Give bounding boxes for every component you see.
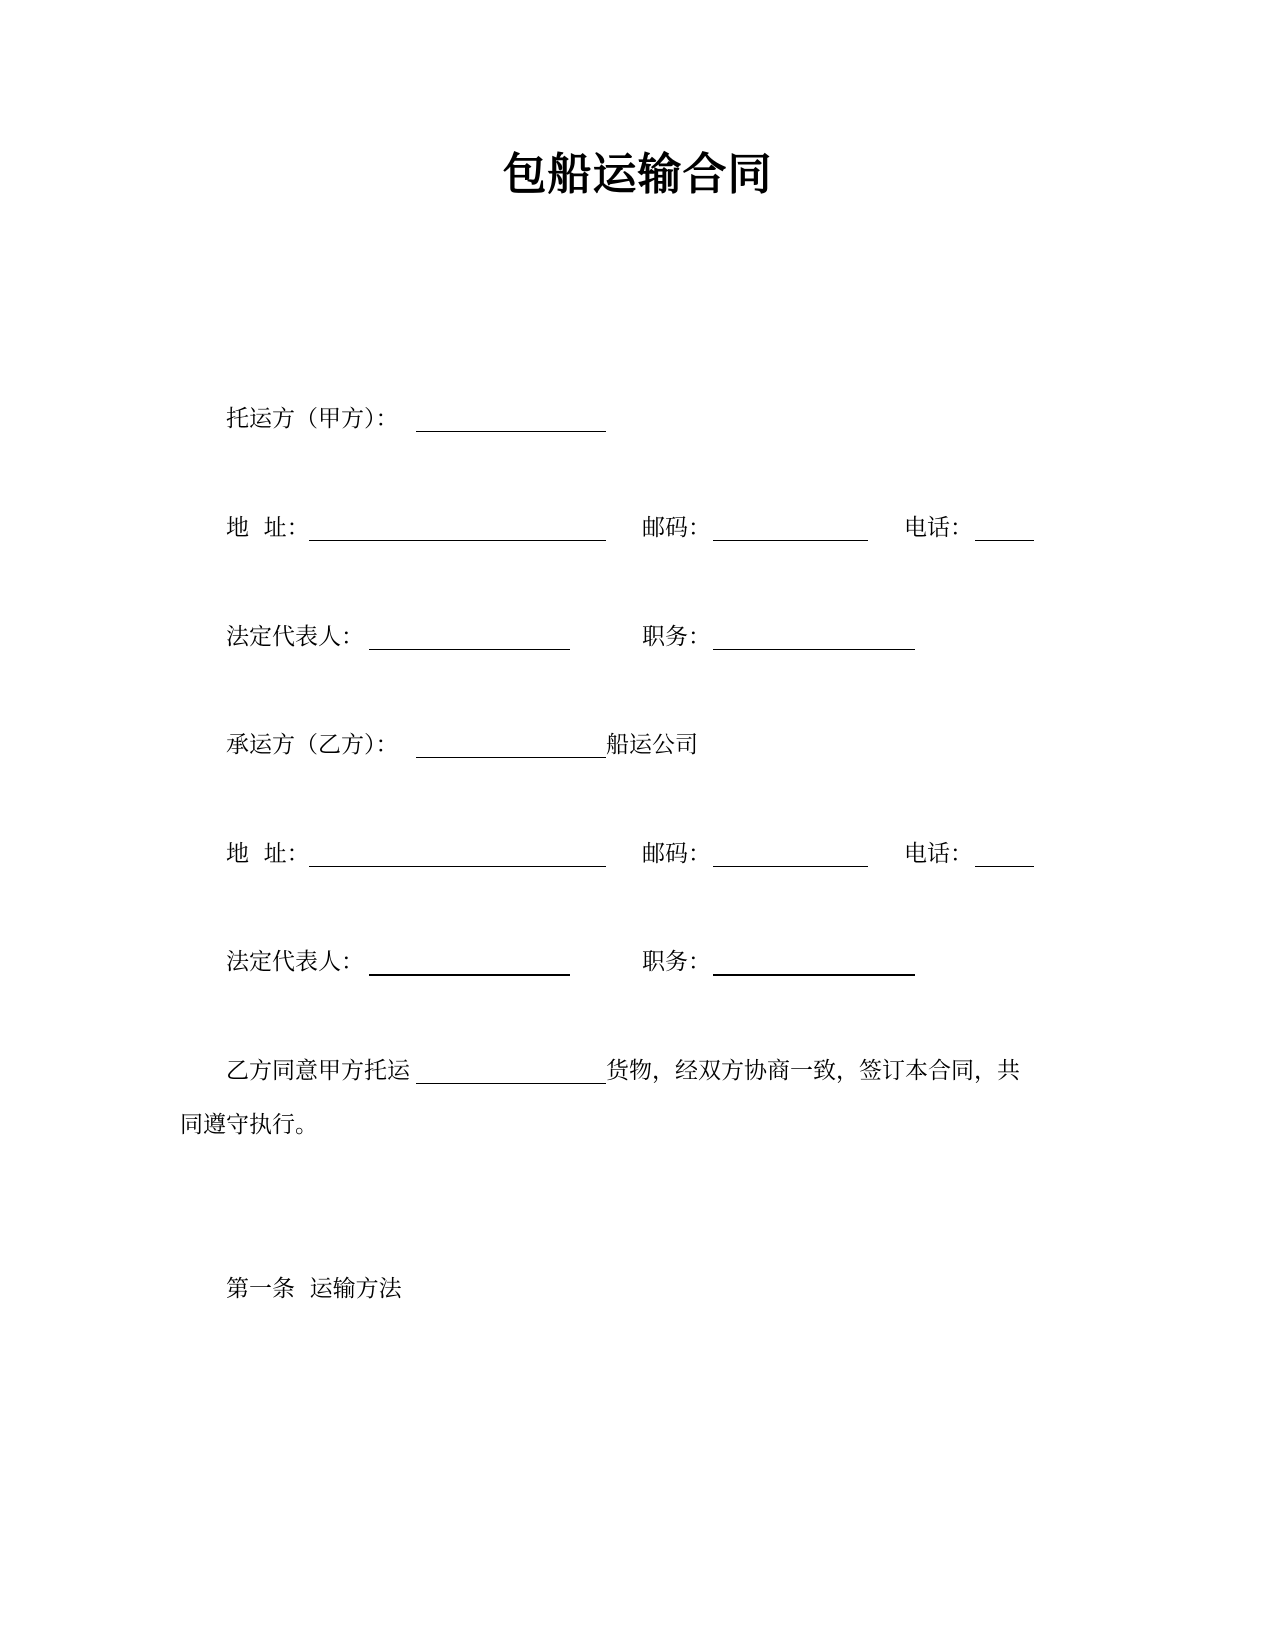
party-b-phone-blank[interactable] — [975, 866, 1034, 867]
party-b-postcode-label: 邮码： — [642, 841, 711, 867]
party-b-legal-rep-row — [0, 947, 1275, 977]
party-b-legal-rep-label: 法定代表人： — [226, 949, 364, 975]
party-a-phone-label: 电话： — [904, 515, 973, 541]
party-b-heading-row — [0, 730, 1275, 760]
party-b-position-blank[interactable] — [713, 974, 915, 976]
party-a-position-label: 职务： — [642, 624, 711, 650]
party-b-address-blank[interactable] — [309, 866, 606, 867]
party-b-heading-suffix: 船运公司 — [606, 732, 698, 758]
party-b-heading-label: 承运方（乙方）： — [226, 732, 399, 758]
article-1-heading: 第一条 运输方法 — [226, 1276, 402, 1302]
party-b-address-label: 地 址： — [226, 841, 310, 867]
party-a-postcode-blank[interactable] — [713, 540, 868, 541]
party-a-postcode-label: 邮码： — [642, 515, 711, 541]
document-title: 包船运输合同 — [502, 149, 773, 200]
party-b-postcode-blank[interactable] — [713, 866, 868, 867]
agreement-part-2: 货物，经双方协商一致，签订本合同，共 — [606, 1058, 1020, 1084]
party-a-address-row — [0, 513, 1275, 543]
party-a-legal-rep-label: 法定代表人： — [226, 624, 364, 650]
agreement-line-1 — [0, 1056, 1275, 1086]
party-a-name-blank[interactable] — [416, 431, 606, 432]
party-a-heading-row — [0, 404, 1275, 434]
party-a-legal-rep-blank[interactable] — [369, 649, 570, 650]
party-a-phone-blank[interactable] — [975, 540, 1034, 541]
party-b-address-row — [0, 839, 1275, 869]
party-b-phone-label: 电话： — [904, 841, 973, 867]
party-a-address-blank[interactable] — [309, 540, 606, 541]
party-a-legal-rep-row — [0, 622, 1275, 652]
party-b-name-blank[interactable] — [416, 757, 606, 758]
agreement-part-1: 乙方同意甲方托运 — [226, 1058, 410, 1084]
party-a-address-label: 地 址： — [226, 515, 310, 541]
agreement-line-2: 同遵守执行。 — [180, 1112, 318, 1138]
cargo-blank[interactable] — [416, 1083, 606, 1084]
party-b-position-label: 职务： — [642, 949, 711, 975]
party-a-position-blank[interactable] — [713, 649, 915, 650]
party-b-legal-rep-blank[interactable] — [369, 974, 570, 976]
party-a-heading-label: 托运方（甲方）： — [226, 406, 399, 432]
